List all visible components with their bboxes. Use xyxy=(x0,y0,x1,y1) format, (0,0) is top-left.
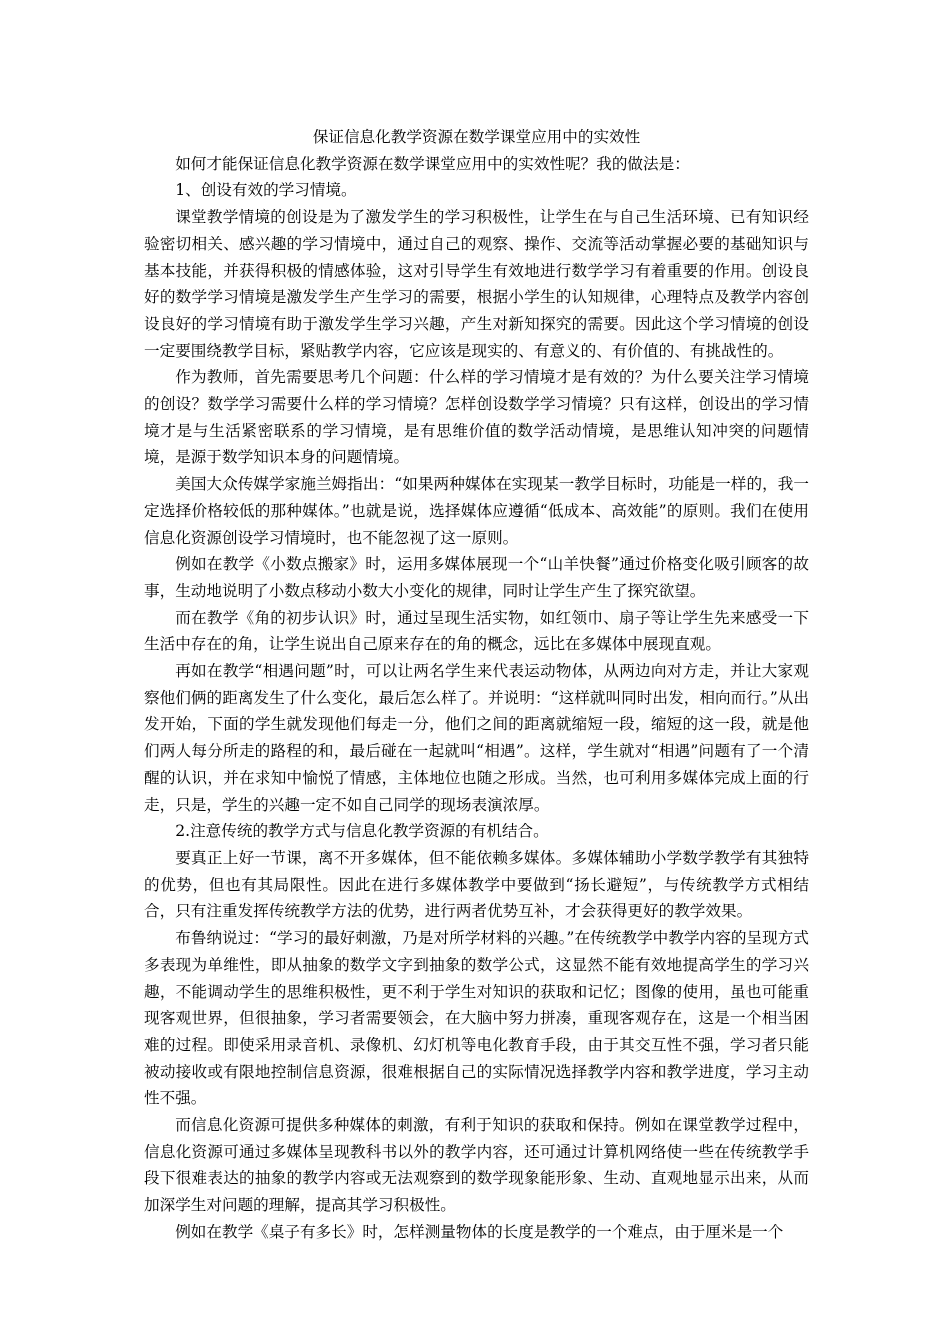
document-title: 保证信息化教学资源在数学课堂应用中的实效性 xyxy=(312,128,641,146)
body-paragraph: 美国大众传媒学家施兰姆指出：“如果两种媒体在实现某一教学目标时，功能是一样的，我一定选择价格较低的那种媒体。”也就是说，选择媒体应遵循“低成本、高效能”的原则。我们在使用信息化资源创设学习情境时，也不能忽视了这一原则。 xyxy=(144,475,809,547)
body-paragraph: 例如在教学《小数点搬家》时，运用多媒体展现一个“山羊快餐”通过价格变化吸引顾客的故事，生动地说明了小数点移动小数大小变化的规律，同时让学生产生了探究欲望。 xyxy=(144,555,809,600)
intro-paragraph: 如何才能保证信息化教学资源在数学课堂应用中的实效性呢？我的做法是： xyxy=(175,154,690,173)
section-heading-1: 1、创设有效的学习情境。 xyxy=(175,181,357,200)
body-paragraph: 作为教师，首先需要思考几个问题：什么样的学习情境才是有效的？为什么要关注学习情境的创设？数学学习需要什么样的学习情境？怎样创设数学学习情境？只有这样，创设出的学习情境才是与生活紧密联系的学习情境，是有思维价值的数学活动情境，是思维认知冲突的问题情境，是源于数学知识本身的问题情境。 xyxy=(144,368,809,467)
body-paragraph: 要真正上好一节课，离不开多媒体，但不能依赖多媒体。多媒体辅助小学数学教学有其独特的优势，但也有其局限性。因此在进行多媒体教学中要做到“扬长避短”，与传统教学方式相结合，只有注重发挥传统教学方法的优势，进行两者优势互补，才会获得更好的教学效果。 xyxy=(144,848,809,921)
body-paragraph: 例如在教学《桌子有多长》时，怎样测量物体的长度是教学的一个难点，由于厘米是一个 xyxy=(175,1222,784,1241)
document-page xyxy=(144,124,809,1246)
body-paragraph: 布鲁纳说过：“学习的最好刺激，乃是对所学材料的兴趣。”在传统教学中教学内容的呈现方式多表现为单维性，即从抽象的数学文字到抽象的数学公式，这显然不能有效地提高学生的学习兴趣，不能调动学生的思维积极性，更不利于学生对知识的获取和记忆；图像的使用，虽也可能重现客观世界，但很抽象，学习者需要领会，在大脑中努力拼凑，重现客观存在，这是一个相当困难的过程。即使采用录音机、录像机、幻灯机等电化教育手段，由于其交互性不强，学习者只能被动接收或有限地控制信息资源，很难根据自己的实际情况选择教学内容和教学进度，学习主动性不强。 xyxy=(144,929,809,1108)
body-paragraph: 而在教学《角的初步认识》时，通过呈现生活实物，如红领巾、扇子等让学生先来感受一下生活中存在的角，让学生说出自己原来存在的角的概念，远比在多媒体中展现直观。 xyxy=(144,608,809,654)
body-paragraph: 课堂教学情境的创设是为了激发学生的学习积极性，让学生在与自己生活环境、已有知识经验密切相关、感兴趣的学习情境中，通过自己的观察、操作、交流等活动掌握必要的基础知识与基本技能，并获得积极的情感体验，这对引导学生有效地进行数学学习有着重要的作用。创设良好的数学学习情境是激发学生产生学习的需要，根据小学生的认知规律，心理特点及教学内容创设良好的学习情境有助于激发学生学习兴趣，产生对新知探究的需要。因此这个学习情境的创设一定要围绕教学目标，紧贴教学内容，它应该是现实的、有意义的、有价值的、有挑战性的。 xyxy=(144,208,809,360)
body-paragraph: 而信息化资源可提供多种媒体的刺激，有利于知识的获取和保持。例如在课堂教学过程中，信息化资源可通过多媒体呈现教科书以外的教学内容，还可通过计算机网络使一些在传统教学手段下很难表达的抽象的教学内容或无法观察到的数学现象能形象、生动、直观地显示出来，从而加深学生对问题的理解，提高其学习积极性。 xyxy=(144,1116,809,1215)
body-paragraph: 再如在教学“相遇问题”时，可以让两名学生来代表运动物体，从两边向对方走，并让大家观察他们俩的距离发生了什么变化，最后怎么样了。并说明：“这样就叫同时出发，相向而行。”从出发开始，下面的学生就发现他们每走一分，他们之间的距离就缩短一段，缩短的这一段，就是他们两人每分所走的路程的和，最后碰在一起就叫“相遇”。这样，学生就对“相遇”问题有了一个清醒的认识，并在求知中愉悦了情感，主体地位也随之形成。当然，也可利用多媒体完成上面的行走，只是，学生的兴趣一定不如自己同学的现场表演浓厚。 xyxy=(144,662,809,814)
section-heading-2: 2.注意传统的教学方式与信息化教学资源的有机结合。 xyxy=(175,822,549,841)
